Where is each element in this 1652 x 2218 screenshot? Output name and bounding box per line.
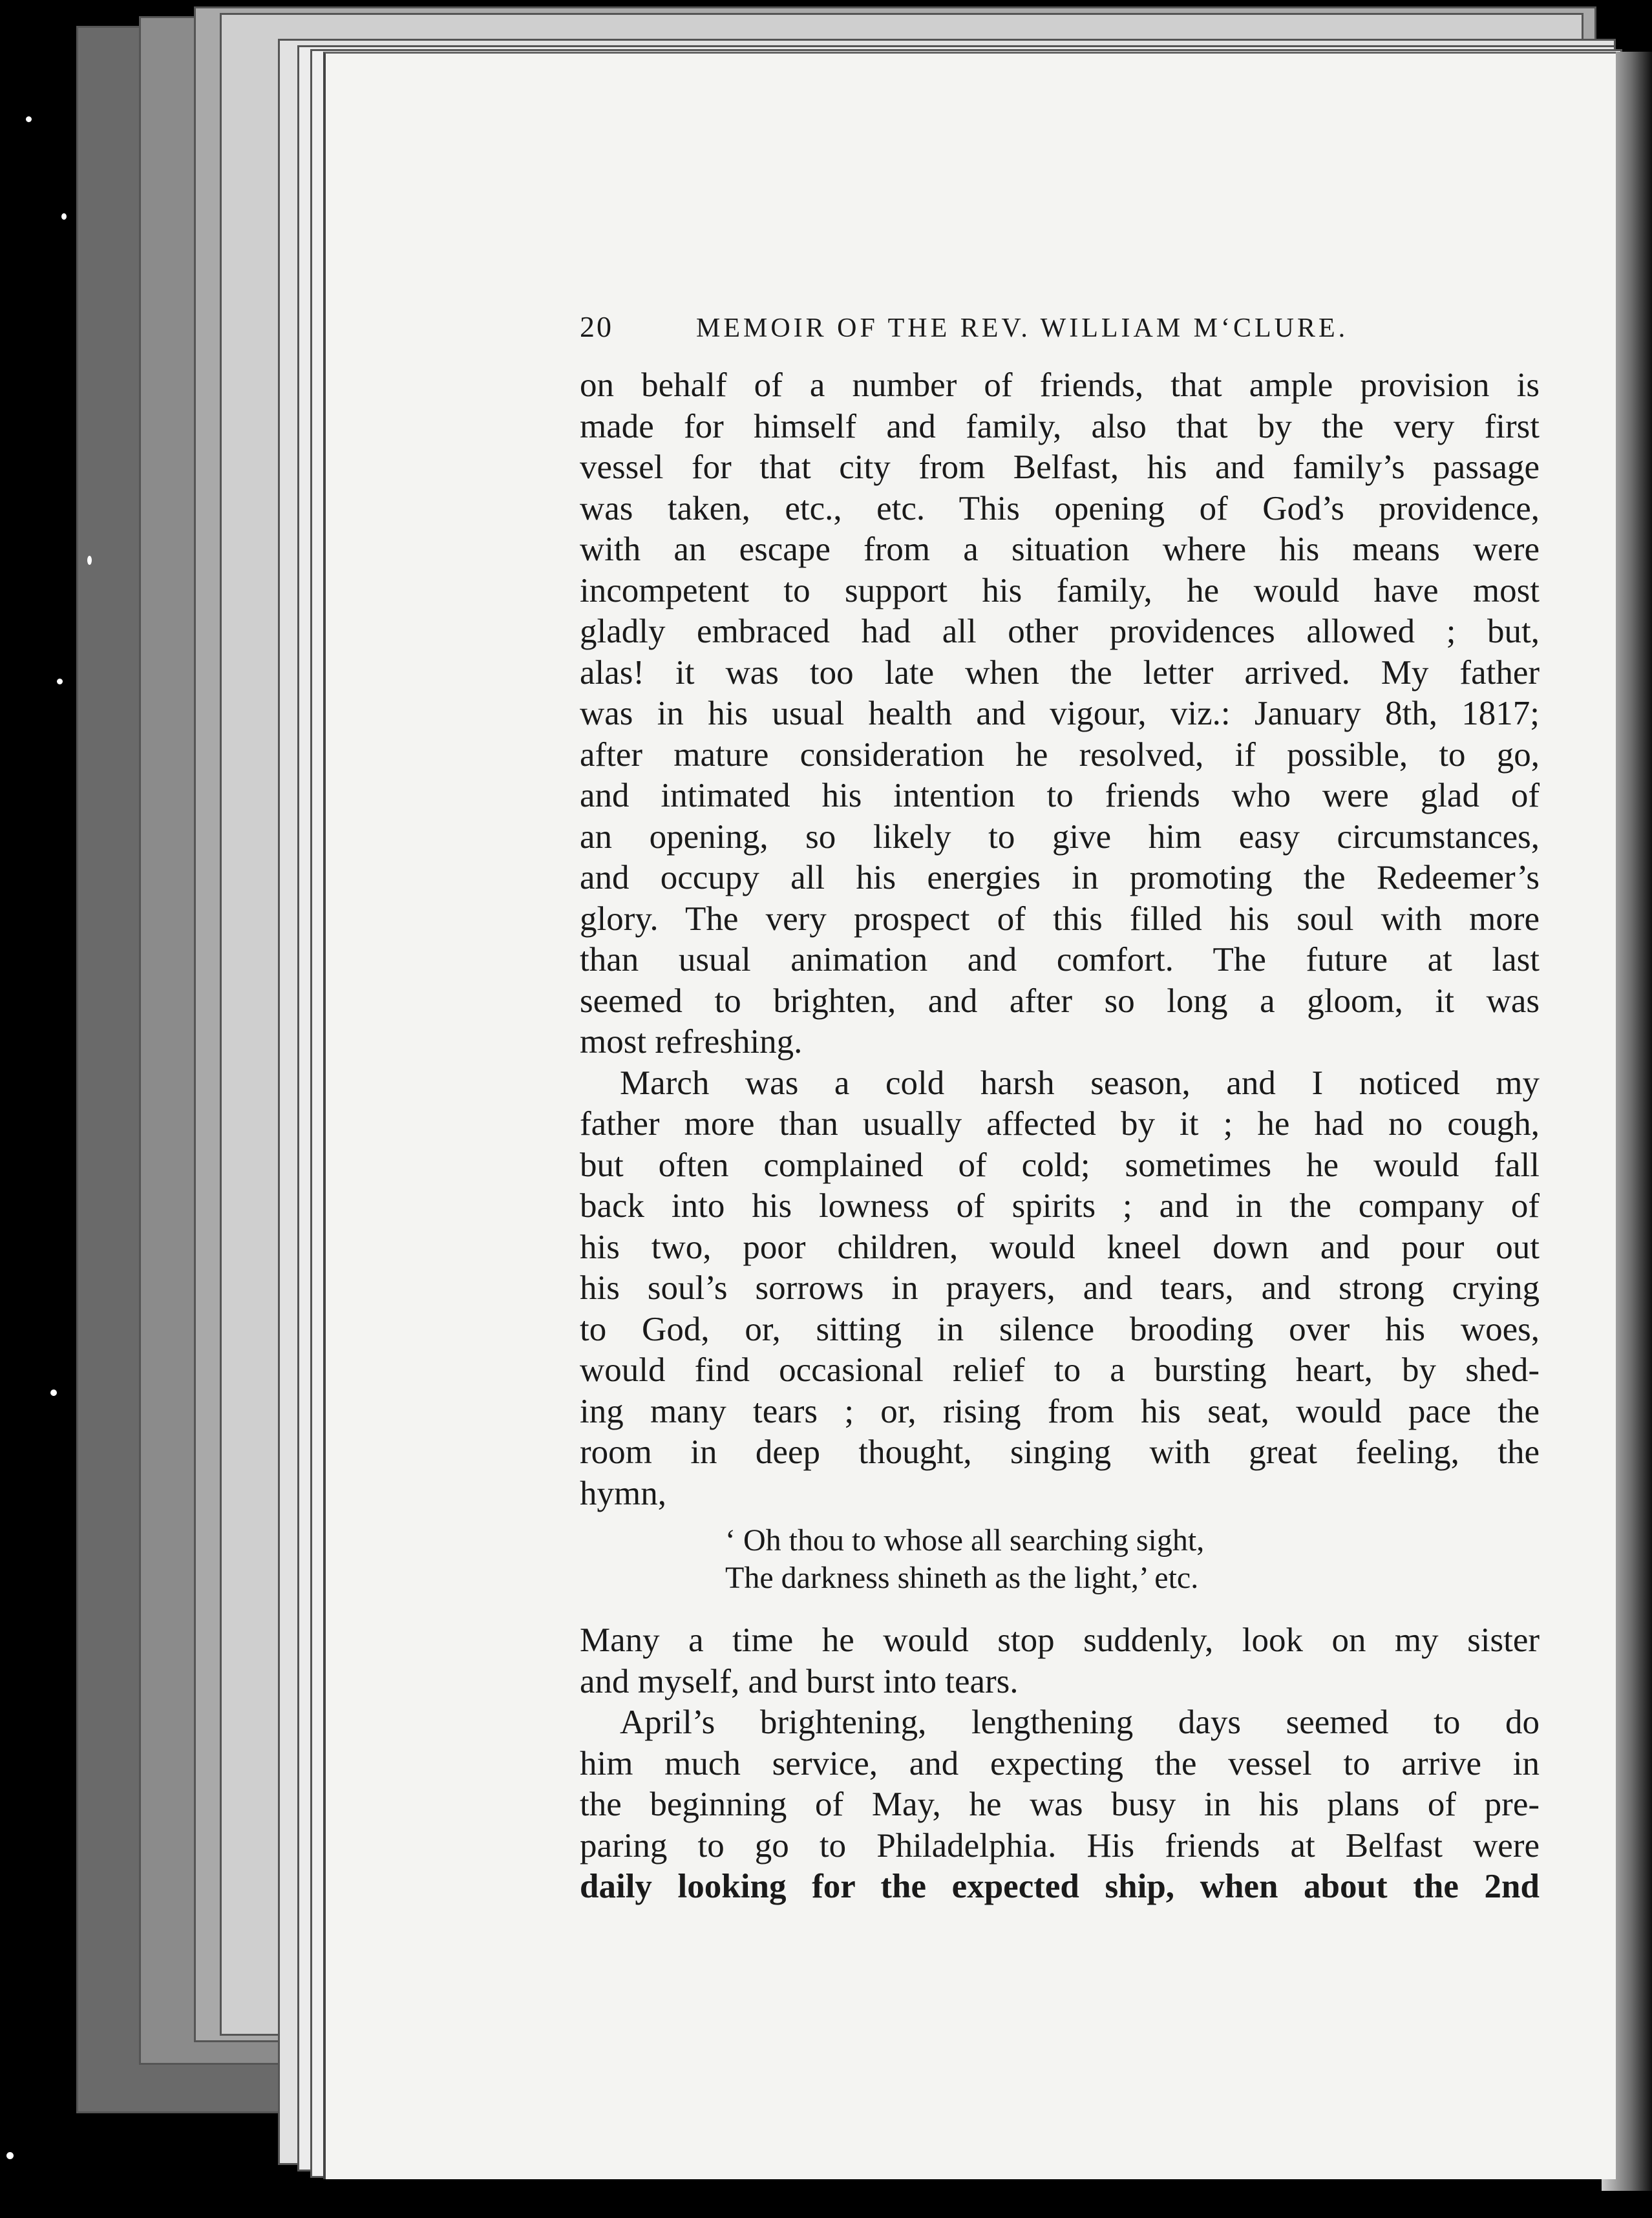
verse-line: ‘ Oh thou to whose all searching sight,: [725, 1523, 1205, 1558]
text-line: would find occasional relief to a bursting heart, by shed-: [580, 1351, 1540, 1389]
text-line: room in deep thought, singing with great feeling, the: [580, 1433, 1540, 1471]
text-line: daily looking for the expected ship, when about the 2nd: [580, 1868, 1540, 1905]
dust-speck: [87, 556, 92, 565]
text-line: to God, or, sitting in silence brooding over his woes,: [580, 1310, 1540, 1348]
running-header: [580, 310, 1540, 348]
verse-line: The darkness shineth as the light,’ etc.: [725, 1561, 1199, 1595]
text-line: the beginning of May, he was busy in his plans of pre-: [580, 1786, 1540, 1823]
text-line: father more than usually affected by it ; he had no cough,: [580, 1105, 1540, 1143]
text-line: after mature consideration he resolved, if possible, to go,: [580, 735, 1540, 774]
text-line: Many a time he would stop suddenly, look on my sister: [580, 1621, 1540, 1659]
page-text: [580, 310, 1540, 1908]
text-line: was in his usual health and vigour, viz.: January 8th, 1817;: [580, 695, 1540, 732]
text-line: April’s brightening, lengthening days seemed to do: [620, 1704, 1540, 1741]
text-line: his two, poor children, would kneel down and pour out: [580, 1228, 1540, 1266]
text-line: an opening, so likely to give him easy circumstances,: [580, 818, 1540, 856]
text-line: him much service, and expecting the vessel to arrive in: [580, 1744, 1540, 1782]
text-line: on behalf of a number of friends, that ample provision is: [580, 366, 1540, 404]
page-number: 20: [580, 310, 613, 343]
text-line: than usual animation and comfort. The future at last: [580, 941, 1540, 978]
book-page: [323, 52, 1616, 2179]
text-line: ing many tears ; or, rising from his seat, would pace the: [580, 1392, 1540, 1430]
paragraph-3: [580, 1620, 1540, 1702]
text-line: gladly embraced had all other providences allowed ; but,: [580, 613, 1540, 650]
paragraph-4: [580, 1702, 1540, 1908]
text-line: was taken, etc., etc. This opening of God’s providence,: [580, 489, 1540, 527]
text-line: and intimated his intention to friends who were glad of: [580, 777, 1540, 814]
paragraph-1: [580, 365, 1540, 1063]
text-line: hymn,: [580, 1474, 666, 1512]
text-line: but often complained of cold; sometimes he would fall: [580, 1146, 1540, 1184]
text-line: most refreshing.: [580, 1023, 803, 1061]
text-line: March was a cold harsh season, and I noticed my: [620, 1064, 1540, 1102]
hymn-verse: [580, 1522, 1540, 1597]
running-title: MEMOIR OF THE REV. WILLIAM M‘CLURE.: [696, 313, 1349, 343]
text-line: glory. The very prospect of this filled his soul with more: [580, 900, 1540, 938]
text-line: made for himself and family, also that by the very first: [580, 407, 1540, 445]
paragraph-2: [580, 1063, 1540, 1515]
text-line: and myself, and burst into tears.: [580, 1662, 1019, 1700]
text-line: incompetent to support his family, he would have most: [580, 571, 1540, 609]
text-line: paring to go to Philadelphia. His friends at Belfast were: [580, 1826, 1540, 1864]
text-line: back into his lowness of spirits ; and in the company of: [580, 1187, 1540, 1225]
text-line: and occupy all his energies in promoting the Redeemer’s: [580, 859, 1540, 896]
dust-speck: [26, 116, 32, 122]
dust-speck: [57, 679, 63, 684]
dust-speck: [50, 1389, 57, 1396]
dust-speck: [6, 2152, 14, 2159]
text-line: with an escape from a situation where his means were: [580, 531, 1540, 568]
text-line: his soul’s sorrows in prayers, and tears, and strong crying: [580, 1269, 1540, 1307]
text-line: alas! it was too late when the letter arrived. My father: [580, 653, 1540, 692]
text-line: seemed to brighten, and after so long a gloom, it was: [580, 982, 1540, 1020]
text-line: vessel for that city from Belfast, his and family’s passage: [580, 449, 1540, 486]
dust-speck: [61, 213, 67, 220]
